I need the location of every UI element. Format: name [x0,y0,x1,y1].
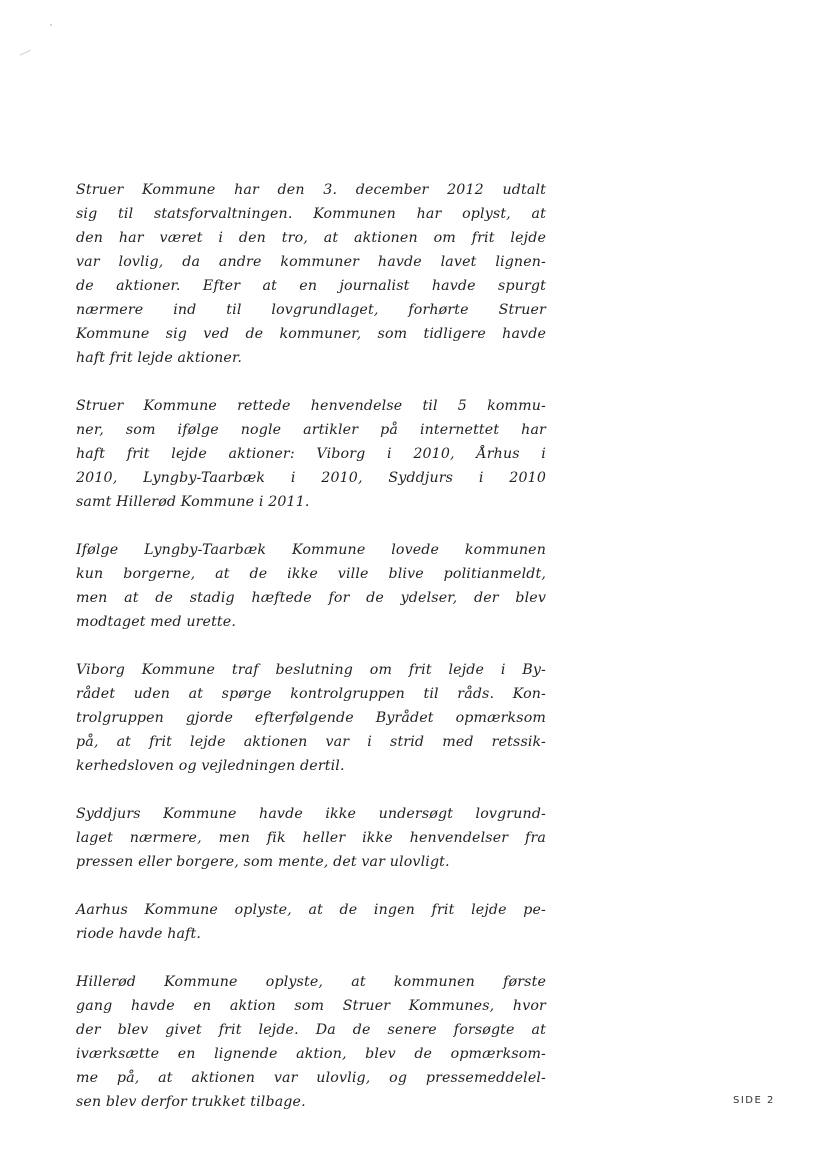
text-line: den har været i den tro, at aktionen om frit lejde [76,230,546,246]
text-line: 2010, Lyngby-Taarbæk i 2010, Syddjurs i 2010 [76,470,546,486]
paragraph-struer-inquiry [76,394,546,514]
text-line: der blev givet frit lejde. Da de senere forsøgte at [76,1022,546,1038]
text-line: sen blev derfor trukket tilbage. [76,1094,306,1110]
paragraph-lyngby-taarbaek [76,538,546,634]
text-line: modtaget med urette. [76,614,236,630]
text-line: Syddjurs Kommune havde ikke undersøgt lovgrund- [76,806,546,822]
text-line: var lovlig, da andre kommuner havde lavet lignen- [76,254,546,270]
text-line: Viborg Kommune traf beslutning om frit lejde i By- [76,662,546,678]
text-line: pressen eller borgere, som mente, det var ulovligt. [76,854,450,870]
text-line: rådet uden at spørge kontrolgruppen til råds. Kon- [76,686,546,702]
text-line: samt Hillerød Kommune i 2011. [76,494,310,510]
text-line: riode havde haft. [76,926,202,942]
text-line: haft frit lejde aktioner: Viborg i 2010, Århus i [76,446,546,462]
text-line: ner, som ifølge nogle artikler på internettet har [76,422,546,438]
text-line: Struer Kommune rettede henvendelse til 5 kommu- [76,398,546,414]
text-line: trolgruppen gjorde efterfølgende Byrådet opmærksom [76,710,546,726]
paragraph-hilleroed [76,970,546,1114]
text-line: kerhedsloven og vejledningen dertil. [76,758,345,774]
document-body [76,178,546,1138]
text-line: Aarhus Kommune oplyste, at de ingen frit lejde pe- [76,902,546,918]
text-line: haft frit lejde aktioner. [76,350,243,366]
text-line: på, at frit lejde aktionen var i strid med retssik- [76,734,546,750]
text-line: gang havde en aktion som Struer Kommunes, hvor [76,998,546,1014]
text-line: sig til statsforvaltningen. Kommunen har oplyst, at [76,206,546,222]
text-line: nærmere ind til lovgrundlaget, forhørte Struer [76,302,546,318]
scan-artifact-dot [50,24,52,26]
text-line: men at de stadig hæftede for de ydelser, der blev [76,590,546,606]
text-line: me på, at aktionen var ulovlig, og pressemeddelel- [76,1070,546,1086]
paragraph-syddjurs [76,802,546,874]
text-line: laget nærmere, men fik heller ikke henvendelser fra [76,830,546,846]
scan-artifact-mark [20,50,33,59]
page-number: SIDE 2 [733,1095,775,1106]
text-line: de aktioner. Efter at en journalist havde spurgt [76,278,546,294]
paragraph-viborg [76,658,546,778]
text-line: Struer Kommune har den 3. december 2012 udtalt [76,182,546,198]
paragraph-struer-statement [76,178,546,370]
text-line: Hillerød Kommune oplyste, at kommunen første [76,974,546,990]
text-line: iværksætte en lignende aktion, blev de opmærksom- [76,1046,546,1062]
text-line: kun borgerne, at de ikke ville blive politianmeldt, [76,566,546,582]
paragraph-aarhus [76,898,546,946]
text-line: Ifølge Lyngby-Taarbæk Kommune lovede kommunen [76,542,546,558]
text-line: Kommune sig ved de kommuner, som tidligere havde [76,326,546,342]
